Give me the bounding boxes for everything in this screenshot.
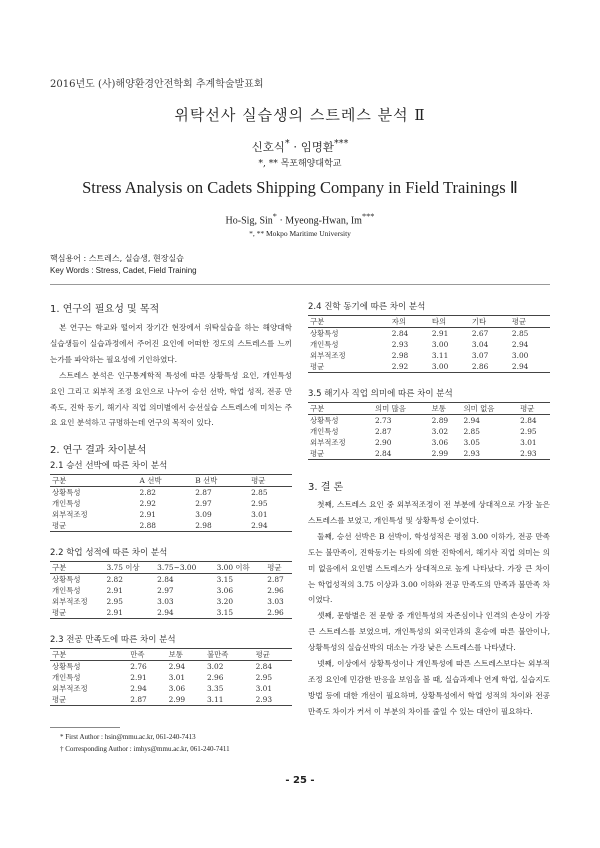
author-separator: · bbox=[289, 139, 301, 154]
table-cell: 3.06 bbox=[168, 684, 186, 694]
table-row bbox=[50, 683, 292, 694]
table-cell: 2.84 bbox=[391, 329, 409, 338]
table-header-cell: 타의 bbox=[430, 316, 470, 328]
author-1-name-en: Ho-Sig, Sin bbox=[225, 215, 273, 227]
table-header-cell: 구분 bbox=[308, 316, 390, 328]
table-row bbox=[50, 520, 292, 532]
table-cell: 2.97 bbox=[195, 499, 212, 509]
affiliation-korean: *, ** 목포해양대학교 bbox=[258, 159, 342, 169]
table-header-cell: B 선박 bbox=[193, 475, 249, 487]
table-cell: 평균 bbox=[50, 694, 128, 706]
table-cell: 2.87 bbox=[267, 575, 284, 585]
table-cell: 2.90 bbox=[374, 438, 392, 447]
conference-header: 2016년도 (사)해양환경안전학회 추계학술발표회 bbox=[50, 79, 264, 90]
table-cell: 2.98 bbox=[193, 520, 249, 532]
table-cell: 2.82 bbox=[139, 488, 157, 498]
footnote-first-author bbox=[60, 733, 196, 741]
table-cell: 2.85 bbox=[251, 488, 268, 498]
table-row bbox=[50, 574, 292, 586]
table-3-title: 2.3 전공 만족도에 따른 차이 분석 bbox=[50, 635, 176, 646]
section-3-paragraph: 첫째, 스트레스 요인 중 외부적조정이 전 부분에 상대적으로 가장 높은 스트레스를 보였고, 개인특성 및 상황특성 순이었다. bbox=[308, 500, 550, 525]
table-cell: 3.20 bbox=[216, 597, 234, 607]
table-cell: 2.84 bbox=[520, 416, 537, 425]
table-header-cell: 3.00 이하 bbox=[215, 562, 266, 574]
table-cell: 상황특성 bbox=[52, 575, 81, 585]
table-header-cell: 구분 bbox=[308, 403, 373, 415]
table-cell: 2.96 bbox=[206, 673, 224, 683]
author-2-name-en: Myeong-Hwan, Im bbox=[285, 215, 362, 227]
paper-title-korean: 위탁선사 실습생의 스트레스 분석 Ⅱ bbox=[174, 106, 426, 124]
table-cell: 3.15 bbox=[215, 607, 266, 619]
section-3-paragraph: 넷째, 이상에서 상황특성이나 개인특성에 따른 스트레스보다는 외부적조정 요인에 민감한 반응을 보임을 볼 때, 실습과제나 연계 학업, 실습지도 방법 등에 대한 개선이 필요하며, 상황특성에서 학업 성적의 차이와 전공 만족도 차이가 커서 이 부분의 차이를 줄일 수 있는 대안이 필요하다. bbox=[308, 659, 550, 716]
table-cell: 2.87 bbox=[195, 488, 212, 498]
table-cell: 2.89 bbox=[431, 416, 449, 425]
table-header-cell: 보통 bbox=[430, 403, 462, 415]
table-row bbox=[50, 607, 292, 619]
header-divider bbox=[50, 284, 550, 285]
table-cell: 2.85 bbox=[511, 329, 529, 338]
table-header-cell: 평균 bbox=[249, 475, 292, 487]
table-cell: 개인특성 bbox=[52, 673, 81, 683]
footnote-mark: * bbox=[60, 733, 64, 741]
table-cell: 상황특성 bbox=[310, 416, 339, 425]
table-cell: 3.00 bbox=[511, 351, 529, 360]
table-row bbox=[308, 415, 550, 427]
table-cell: 3.04 bbox=[471, 340, 489, 349]
table-cell: 3.09 bbox=[195, 510, 212, 520]
table-cell: 평균 bbox=[50, 607, 104, 619]
table-cell: 3.01 bbox=[251, 510, 268, 520]
section-3-heading: 3. 결 론 bbox=[308, 482, 344, 493]
table-header-cell: 3.75~3.00 bbox=[155, 562, 214, 574]
table-cell: 2.94 bbox=[511, 340, 529, 349]
table-cell: 상황특성 bbox=[310, 329, 339, 338]
table-cell: 3.07 bbox=[471, 351, 489, 360]
table-row bbox=[50, 672, 292, 683]
table-2 bbox=[50, 561, 292, 619]
table-header-cell: 구분 bbox=[50, 475, 138, 487]
table-cell: 2.84 bbox=[373, 448, 430, 460]
section-3-paragraph: 둘째, 승선 선박은 B 선박이, 학성성적은 평점 3.00 이하가, 전공 만족도는 불만족이, 진학동기는 타의에 의한 진학에서, 해기사 직업 의미는 의미 없음에서 요인별 스트레스가 상대적으로 높게 나타났다. 가장 큰 차이는 학업성적의 3.75 이상과 3.00 이하와 전공 만족도의 만족과 불만족 차이였다. bbox=[308, 531, 550, 605]
table-cell: 2.96 bbox=[265, 607, 292, 619]
table-cell: 3.05 bbox=[463, 438, 480, 447]
author-1-mark: * bbox=[284, 138, 290, 149]
table-header-cell: 평균 bbox=[510, 316, 550, 328]
table-cell: 2.91 bbox=[139, 510, 157, 520]
table-header-cell: 만족 bbox=[128, 649, 166, 661]
table-header-cell: 평균 bbox=[518, 403, 550, 415]
table-row bbox=[50, 585, 292, 596]
table-cell: 2.93 bbox=[518, 448, 550, 460]
author-2-name: 임명환 bbox=[300, 139, 335, 154]
table-cell: 2.85 bbox=[463, 427, 480, 436]
table-row bbox=[50, 487, 292, 499]
keywords-korean: 핵심용어 : 스트레스, 실습생, 현장실습 bbox=[50, 254, 184, 263]
table-cell: 3.02 bbox=[206, 662, 224, 672]
table-2-title: 2.2 학업 성적에 따른 차이 분석 bbox=[50, 548, 168, 559]
table-cell: 상황특성 bbox=[52, 488, 81, 498]
table-header-cell: 구분 bbox=[50, 649, 128, 661]
table-cell: 2.91 bbox=[130, 673, 147, 683]
table-cell: 개인특성 bbox=[310, 340, 339, 349]
authors-english bbox=[0, 212, 600, 226]
table-header-cell: 의미 많음 bbox=[373, 403, 430, 415]
table-cell: 2.91 bbox=[104, 607, 155, 619]
footnote-text: First Author : hsin@mmu.ac.kr, 061-240-7413 bbox=[65, 733, 196, 741]
table-cell: 3.35 bbox=[206, 684, 224, 694]
table-cell: 2.67 bbox=[471, 329, 489, 338]
table-cell: 3.15 bbox=[216, 575, 234, 585]
table-cell: 2.94 bbox=[463, 416, 480, 425]
right-column bbox=[308, 300, 550, 720]
table-cell: 2.98 bbox=[391, 351, 409, 360]
table-cell: 2.88 bbox=[138, 520, 194, 532]
table-cell: 3.11 bbox=[431, 351, 449, 360]
authors-korean bbox=[0, 138, 600, 155]
table-header-cell: 구분 bbox=[50, 562, 104, 574]
table-3 bbox=[50, 648, 292, 706]
keywords-korean-text: 스트레스, 실습생, 현장실습 bbox=[88, 254, 184, 263]
table-cell: 외부적조정 bbox=[52, 510, 88, 520]
table-cell: 3.01 bbox=[520, 438, 537, 447]
footnote-text: Corresponding Author : imhys@mmu.ac.kr, 061-240-7411 bbox=[65, 745, 230, 753]
table-row bbox=[308, 361, 550, 373]
table-cell: 2.91 bbox=[431, 329, 449, 338]
table-cell: 3.00 bbox=[430, 361, 470, 373]
table-cell: 3.01 bbox=[168, 673, 186, 683]
table-1 bbox=[50, 474, 292, 532]
table-cell: 외부적조정 bbox=[310, 438, 346, 447]
table-cell: 3.03 bbox=[157, 597, 174, 607]
table-cell: 3.01 bbox=[255, 684, 273, 694]
page-number: - 25 - bbox=[285, 775, 315, 786]
table-cell: 3.00 bbox=[431, 340, 449, 349]
table-cell: 2.86 bbox=[470, 361, 510, 373]
table-cell: 2.95 bbox=[106, 597, 123, 607]
table-cell: 외부적조정 bbox=[310, 351, 346, 360]
table-header-cell: 보통 bbox=[167, 649, 205, 661]
keywords-english-label: Key Words bbox=[50, 266, 89, 275]
table-cell: 3.03 bbox=[267, 597, 284, 607]
section-3-paragraph: 셋째, 문항별은 전 문항 중 개인특성의 자존심이나 인격의 손상이 가장 큰 스트레스를 보였으며, 개인특성의 외국인과의 혼승에 따른 불안이나, 상황특성의 실습선박의 대소는 가장 낮은 스트레스를 나타냈다. bbox=[308, 611, 550, 653]
table-cell: 2.95 bbox=[251, 499, 268, 509]
table-row bbox=[50, 694, 292, 706]
section-1-paragraph: 본 연구는 학교와 떨어져 장기간 현장에서 위탁실습을 하는 해양대학 실습생들이 실습과정에서 주어진 요인에 어떠한 정도의 스트레스를 느끼는가를 파악하는 필요성에 기인하였다. bbox=[50, 323, 292, 364]
table-cell: 2.84 bbox=[157, 575, 174, 585]
table-cell: 2.95 bbox=[520, 427, 537, 436]
table-header-cell: 3.75 이상 bbox=[104, 562, 155, 574]
table-cell: 2.97 bbox=[157, 586, 174, 596]
table-row bbox=[308, 437, 550, 448]
author-1-name: 신호식 bbox=[251, 139, 285, 154]
table-cell: 2.84 bbox=[255, 662, 273, 672]
table-4-title: 2.4 진학 동기에 따른 차이 분석 bbox=[308, 302, 426, 312]
footnote-mark: † bbox=[60, 745, 64, 753]
author-1-mark-en: * bbox=[272, 212, 277, 221]
table-cell: 2.76 bbox=[130, 662, 147, 672]
keywords-english: Key Words : Stress, Cadet, Field Training bbox=[50, 266, 197, 275]
table-row bbox=[308, 350, 550, 361]
table-cell: 2.92 bbox=[390, 361, 430, 373]
table-cell: 평균 bbox=[308, 448, 373, 460]
affiliation-english: *, ** Mokpo Maritime University bbox=[249, 229, 351, 238]
table-cell: 3.06 bbox=[216, 586, 234, 596]
table-cell: 2.94 bbox=[155, 607, 214, 619]
table-cell: 개인특성 bbox=[310, 427, 339, 436]
footnote-divider bbox=[50, 727, 120, 728]
table-cell: 2.94 bbox=[510, 361, 550, 373]
section-2-heading: 2. 연구 결과 차이분석 bbox=[50, 445, 147, 457]
table-cell: 평균 bbox=[308, 361, 390, 373]
table-cell: 2.94 bbox=[249, 520, 292, 532]
table-cell: 2.99 bbox=[430, 448, 462, 460]
table-row bbox=[50, 661, 292, 673]
table-header-cell: 불만족 bbox=[205, 649, 254, 661]
keywords-english-text: Stress, Cadet, Field Training bbox=[95, 266, 197, 275]
table-row bbox=[308, 328, 550, 340]
table-header-cell: A 선박 bbox=[138, 475, 194, 487]
table-cell: 2.73 bbox=[374, 416, 392, 425]
table-cell: 2.96 bbox=[267, 586, 284, 596]
table-cell: 개인특성 bbox=[52, 586, 81, 596]
table-row bbox=[308, 448, 550, 460]
table-cell: 2.95 bbox=[255, 673, 273, 683]
table-cell: 평균 bbox=[50, 520, 138, 532]
author-2-mark-en: *** bbox=[361, 212, 375, 221]
table-cell: 외부적조정 bbox=[52, 684, 88, 694]
table-cell: 2.94 bbox=[130, 684, 147, 694]
table-cell: 2.93 bbox=[254, 694, 292, 706]
table-row bbox=[308, 339, 550, 350]
table-cell: 상황특성 bbox=[52, 662, 81, 672]
table-1-title: 2.1 승선 선박에 따른 차이 분석 bbox=[50, 461, 168, 472]
section-1-paragraph: 스트레스 분석은 인구통계학적 특성에 따른 상황특성 요인, 개인특성 요인 그리고 외부적 조정 요인으로 나누어 승선 선박, 학업 성적, 전공 만족도, 진학 동기, 해기사 직업 의미별에서 승선실습 스트레스에 미치는 주요 요인 분석하고 규명하는데 연구의 목적이 있다. bbox=[50, 370, 292, 428]
table-cell: 2.99 bbox=[167, 694, 205, 706]
table-4 bbox=[308, 315, 550, 373]
table-row bbox=[50, 498, 292, 509]
table-header-cell: 자의 bbox=[390, 316, 430, 328]
table-cell: 2.87 bbox=[128, 694, 166, 706]
table-5-title: 3.5 해기사 직업 의미에 따른 차이 분석 bbox=[308, 389, 453, 399]
table-header-cell: 의미 없음 bbox=[461, 403, 518, 415]
table-cell: 2.94 bbox=[168, 662, 186, 672]
table-row bbox=[308, 426, 550, 437]
table-cell: 2.87 bbox=[374, 427, 392, 436]
table-cell: 2.92 bbox=[139, 499, 157, 509]
keywords-korean-label: 핵심용어 bbox=[50, 254, 81, 263]
author-2-mark: *** bbox=[334, 138, 349, 149]
author-separator-en: · bbox=[276, 215, 286, 227]
table-cell: 3.06 bbox=[431, 438, 449, 447]
table-cell: 2.93 bbox=[461, 448, 518, 460]
table-5 bbox=[308, 402, 550, 460]
table-cell: 2.93 bbox=[391, 340, 409, 349]
table-cell: 3.11 bbox=[205, 694, 254, 706]
left-column bbox=[50, 300, 292, 706]
section-1-heading: 1. 연구의 필요성 및 목적 bbox=[50, 304, 160, 315]
table-header-cell: 평균 bbox=[254, 649, 292, 661]
footnote-corresponding-author bbox=[60, 745, 230, 753]
table-cell: 3.02 bbox=[431, 427, 449, 436]
table-cell: 2.82 bbox=[106, 575, 123, 585]
table-cell: 외부적조정 bbox=[52, 597, 88, 607]
table-row bbox=[50, 596, 292, 607]
table-header-cell: 기타 bbox=[470, 316, 510, 328]
table-cell: 개인특성 bbox=[52, 499, 81, 509]
table-cell: 2.91 bbox=[106, 586, 123, 596]
paper-title-english: Stress Analysis on Cadets Shipping Company in Field Trainings Ⅱ bbox=[82, 178, 518, 197]
table-header-cell: 평균 bbox=[265, 562, 292, 574]
table-row bbox=[50, 509, 292, 520]
